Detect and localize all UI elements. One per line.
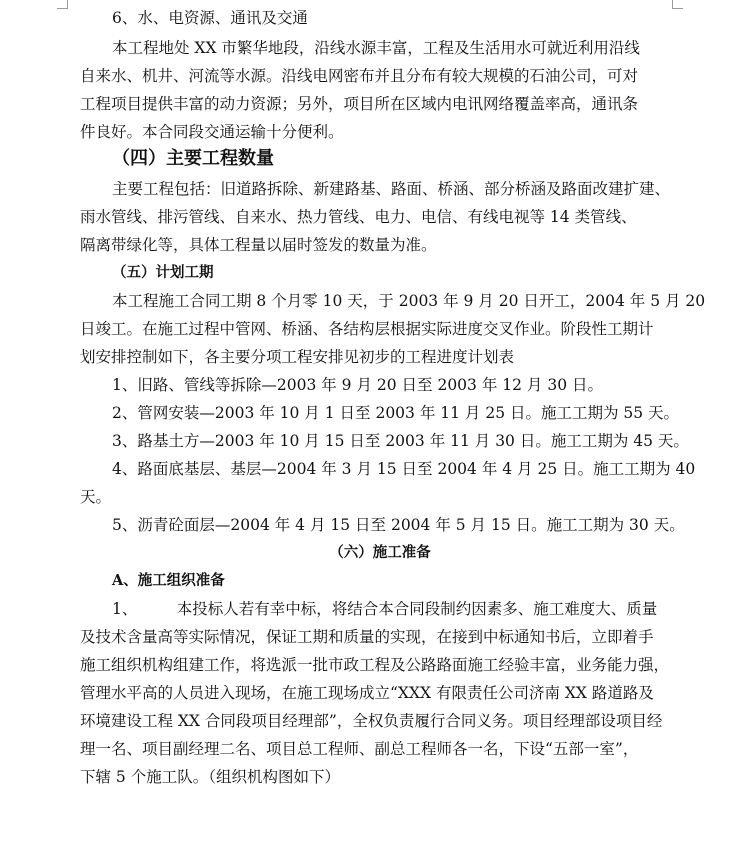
paragraph-line: 件良好。本合同段交通运输十分便利。 (80, 123, 344, 141)
section-title-4: （四）主要工程数量 (112, 148, 274, 169)
paragraph-line: 本工程施工合同工期 8 个月零 10 天，于 2003 年 9 月 20 日开工，2004 年 5 月 20 (112, 292, 706, 310)
paragraph-line: 施工组织机构组建工作，将选派一批市政工程及公路路面施工经验丰富，业务能力强， (80, 656, 670, 674)
paragraph-line: 自来水、机井、河流等水源。沿线电网密布并且分布有较大规模的石油公司，可对 (80, 67, 639, 85)
margin-corner-mark (57, 0, 68, 9)
paragraph-line: 隔离带绿化等，具体工程量以届时签发的数量为准。 (80, 236, 437, 254)
subsection-title-a: A、施工组织准备 (112, 572, 225, 589)
schedule-item: 2、管网安装—2003 年 10 月 1 日至 2003 年 11 月 25 日。施工工期为 55 天。 (112, 404, 680, 422)
schedule-item: 4、路面底基层、基层—2004 年 3 月 15 日至 2004 年 4 月 25 日。施工工期为 40 (112, 460, 696, 478)
paragraph-line: 主要工程包括：旧道路拆除、新建路基、路面、桥涵、部分桥涵及路面改建扩建、 (112, 180, 671, 198)
paragraph-line: 管理水平高的人员进入现场，在施工现场成立“XXX 有限责任公司济南 XX 路道路及 (80, 684, 654, 702)
schedule-item: 1、旧路、管线等拆除—2003 年 9 月 20 日至 2003 年 12 月 30 日。 (112, 376, 603, 394)
schedule-item: 5、沥青砼面层—2004 年 4 月 15 日至 2004 年 5 月 15 日。施工工期为 30 天。 (112, 516, 685, 534)
paragraph-line: 1、 本投标人若有幸中标，将结合本合同段制约因素多、施工难度大、质量 (112, 600, 658, 618)
section-heading-6: 6、水、电资源、通讯及交通 (112, 9, 308, 27)
paragraph-line: 划安排控制如下，各主要分项工程安排见初步的工程进度计划表 (80, 348, 515, 366)
paragraph-line: 理一名、项目副经理二名、项目总工程师、副总工程师各一名，下设“五部一室”， (80, 740, 639, 758)
section-title-6: （六）施工准备 (329, 544, 431, 561)
paragraph-line: 及技术含量高等实际情况，保证工期和质量的实现，在接到中标通知书后，立即着手 (80, 628, 654, 646)
paragraph-line: 本工程地处 XX 市繁华地段，沿线水源丰富，工程及生活用水可就近利用沿线 (112, 39, 640, 57)
paragraph-line: 工程项目提供丰富的动力资源；另外，项目所在区域内电讯网络覆盖率高，通讯条 (80, 95, 639, 113)
paragraph-line: 雨水管线、排污管线、自来水、热力管线、电力、电信、有线电视等 14 类管线、 (80, 208, 637, 226)
schedule-item: 天。 (80, 488, 112, 506)
paragraph-line: 下辖 5 个施工队。（组织机构图如下） (80, 768, 340, 786)
paragraph-line: 环境建设工程 XX 合同段项目经理部”，全权负责履行合同义务。项目经理部设项目经 (80, 712, 663, 730)
schedule-item: 3、路基土方—2003 年 10 月 15 日至 2003 年 11 月 30 日。施工工期为 45 天。 (112, 432, 689, 450)
paragraph-line: 日竣工。在施工过程中管网、桥涵、各结构层根据实际进度交叉作业。阶段性工期计 (80, 320, 654, 338)
section-title-5: （五）计划工期 (112, 264, 214, 281)
